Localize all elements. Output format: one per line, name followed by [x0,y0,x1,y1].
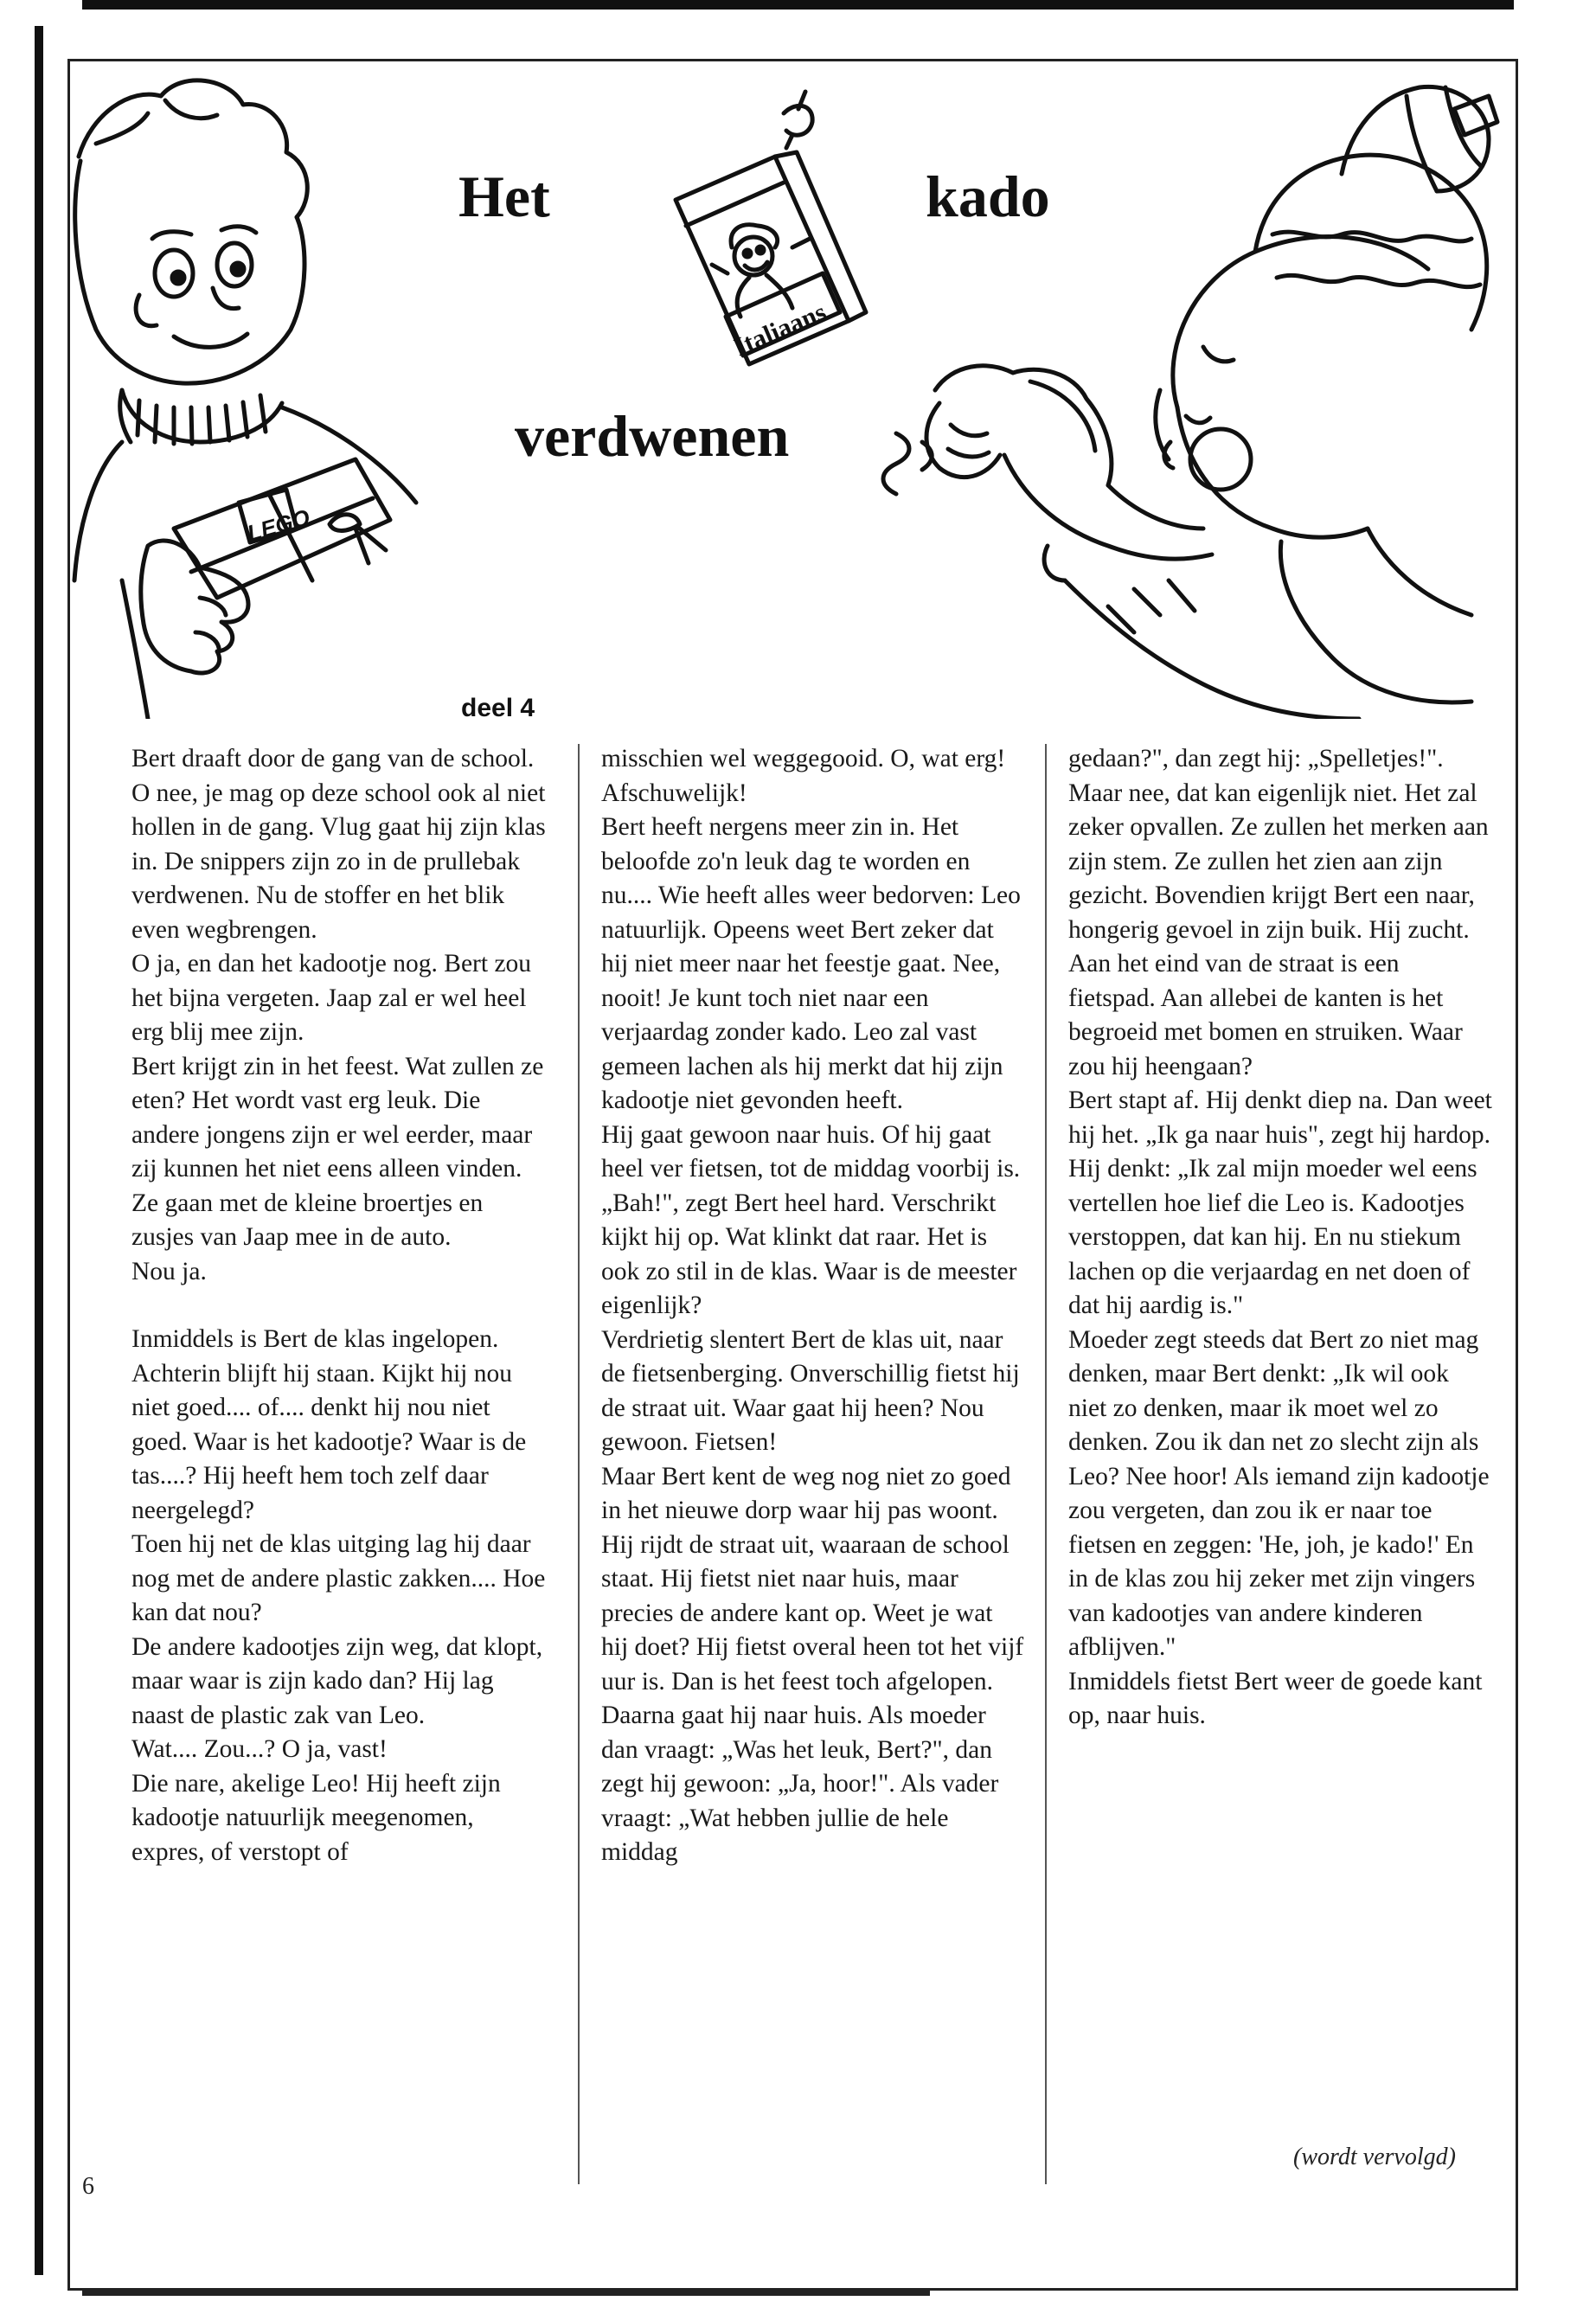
text-column-3 [1068,742,1492,1734]
paragraph: Wat.... Zou...? O ja, vast! [131,1735,388,1763]
text-column-1 [131,742,547,1869]
page-number: 6 [82,2173,94,2200]
svg-text:Italiaans: Italiaans [730,298,830,362]
paragraph: O nee, je mag op deze school ook al niet hollen in de gang. Vlug gaat hij zijn klas in. De snippers zijn zo in de prullebak verdwenen. Nu de stoffer en het blik even wegbrengen. [131,779,546,944]
paragraph: Bert heeft nergens meer zin in. Het beloofde zo'n leuk dag te worden en nu.... Wie heeft alles weer bedorven: Leo natuurlijk. Opeens weet Bert zeker dat hij niet meer naar het feestje gaat. Nee, nooit! Je kunt toch niet naar een verjaardag zonder kado. Leo zal vast gemeen lachen als hij merkt dat hij zijn kadootje niet gevonden heeft. [601,813,1021,1114]
column-divider [578,744,580,2184]
boy-illustration [74,80,416,719]
continued-note: (wordt vervolgd) [1293,2144,1456,2170]
paragraph: Die nare, akelige Leo! Hij heeft zijn kadootje natuurlijk meegenomen, expres, of verstopt of [131,1769,501,1866]
title-word-het: Het [458,163,550,229]
paragraph: De andere kadootjes zijn weg, dat klopt, maar waar is zijn kado dan? Hij lag naast de plastic zak van Leo. [131,1632,543,1729]
paragraph: Bert draaft door de gang van de school. [131,745,535,772]
paragraph: Maar Bert kent de weg nog niet zo goed in het nieuwe dorp waar hij pas woont. Hij rijdt de straat uit, waaraan de school staat. Hij fietst niet naar huis, maar precies de andere kant op. Weet je wat hij doet? Hij fietst overal heen tot het vijf uur is. Dan is het feest toch afgelopen. Daarna gaat hij naar huis. Als moeder dan vraagt: „Was het leuk, Bert?", dan zegt hij gewoon: „Ja, hoor!". Als vader vraagt: „Wat hebben jullie de hele middag [601,1462,1024,1866]
paragraph: misschien wel weggegooid. O, wat erg! Afschuwelijk! [601,745,1006,807]
paragraph: Nou ja. [131,1257,207,1285]
title-word-verdwenen: verdwenen [515,403,790,469]
paragraph: Bert krijgt zin in het feest. Wat zullen ze eten? Het wordt vast erg leuk. Die andere jongens zijn er wel eerder, maar zij kunnen het niet eens alleen vinden. Ze gaan met de kleine broertjes en zusjes van Jaap mee in de auto. [131,1052,544,1251]
title-word-kado: kado [926,163,1050,229]
candy-bar-illustration [676,92,866,364]
paragraph: O ja, en dan het kadootje nog. Bert zou het bijna vergeten. Jaap zal er wel heel erg blij mee zijn. [131,950,532,1046]
paragraph: Hij gaat gewoon naar huis. Of hij gaat heel ver fietsen, tot de middag voorbij is. [601,1120,1021,1183]
column-divider [1045,744,1047,2184]
lego-label: LEGO [244,503,313,547]
text-column-2 [601,742,1025,1870]
paragraph: Inmiddels is Bert de klas ingelopen. Achterin blijft hij staan. Kijkt hij nou niet goed.... of.... denkt hij nou niet goed. Waar is het kadootje? Waar is de tas....? Hij heeft hem toch zelf daar neergelegd? [131,1325,527,1524]
paragraph: Toen hij net de klas uitging lag hij daar nog met de andere plastic zakken.... Hoe kan dat nou? [131,1530,546,1626]
paragraph: Maar nee, dat kan eigenlijk niet. Het zal zeker opvallen. Ze zullen het merken aan zijn stem. Ze zullen het zien aan zijn gezicht. Bovendien krijgt Bert een naar, hongerig gevoel in zijn buik. Hij zucht. [1068,779,1489,944]
paragraph: gedaan?", dan zegt hij: „Spelletjes!". [1068,745,1444,772]
paragraph: „Bah!", zegt Bert heel hard. Verschrikt kijkt hij op. Wat klinkt dat raar. Het is ook zo stil in de klas. Waar is de meester eigenlijk? [601,1189,1017,1319]
paragraph: Aan het eind van de straat is een fietspad. Aan allebei de kanten is het begroeid met bomen en struiken. Waar zou hij heengaan? [1068,950,1463,1080]
bottom-edge-bar [82,2289,930,2296]
paragraph: Verdrietig slentert Bert de klas uit, naar de fietsenberging. Onverschillig fietst hij de straat uit. Waar gaat hij heen? Nou gewoon. Fietsen! [601,1325,1020,1456]
top-edge-bar [82,0,1514,10]
paragraph: Inmiddels fietst Bert weer de goede kant op, naar huis. [1068,1667,1483,1729]
left-edge-bar [35,26,43,2275]
subtitle-deel: deel 4 [461,694,535,722]
header-illustration [70,61,1516,719]
paragraph: Moeder zegt steeds dat Bert zo niet mag denken, maar Bert denkt: „Ik wil ook niet zo denken, maar ik moet wel zo denken. Zou ik dan net zo slecht zijn als Leo? Nee hoor! Als iemand zijn kadootje zou vergeten, dan zou ik er naar toe fietsen en zeggen: 'He, joh, je kado!' En in de klas zou hij zeker met zijn vingers van kadootjes van andere kinderen afblijven." [1068,1325,1490,1661]
paragraph: Bert stapt af. Hij denkt diep na. Dan weet hij het. „Ik ga naar huis", zegt hij hardop. Hij denkt: „Ik zal mijn moeder wel eens vertellen hoe lief die Leo is. Kadootjes verstoppen, dat kan hij. En nu stiekum lachen op die verjaardag en net doen of dat hij aardig is." [1068,1086,1492,1319]
